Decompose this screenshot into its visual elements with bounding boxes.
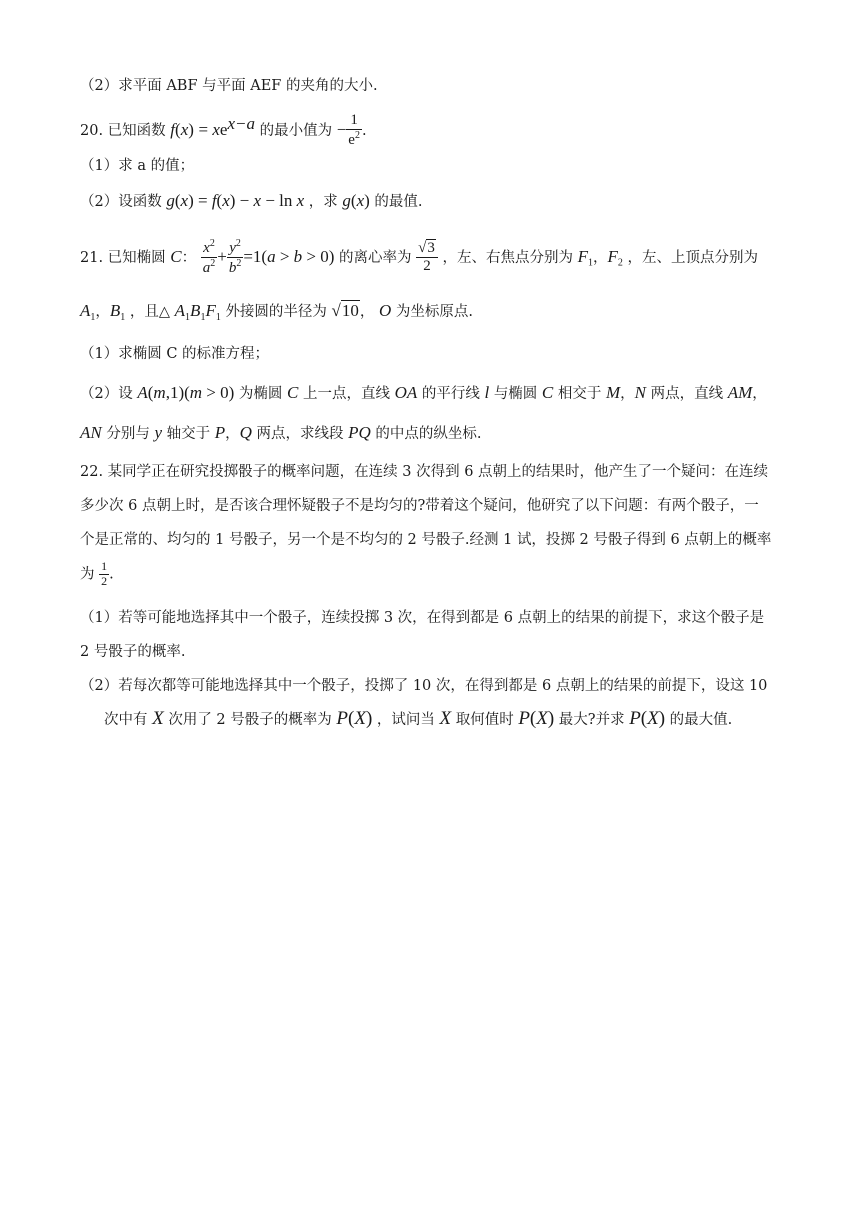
q22-line3: 个是正常的、均匀的 1 号骰子，另一个是不均匀的 2 号骰子.经测 1 试，投掷 2 号骰子得到 6 点朝上的概率 [80,532,772,548]
q20-stem: 20. 已知函数 $f(x) = xe^{x-a}$ 的最小值为 − $\frac{1}{e^2}$ . [80,112,367,149]
q20-part2: （2）设函数 g(x) = f(x) − x − ln x ，求 g(x) 的最值. [80,191,423,210]
q21-part2-line2: AN 分别与 y 轴交于 P，Q 两点，求线段 PQ 的中点的纵坐标. [80,423,482,442]
q19-part2: （2）求平面 ABF 与平面 AEF 的夹角的大小. [80,78,378,94]
q22-part1-line2: 2 号骰子的概率. [80,644,186,660]
q21-stem: 21. 已知椭圆 C： $\frac{x^2}{a^2}$ + $\frac{y^2}{b^2}$ =1(a > b > 0) 的离心率为 $\frac{√3}{2}$ ，左、右焦点分别为 $F_1$，$F_2$ ，左、上顶点分别为 [80,238,758,277]
q21-part1: （1）求椭圆 C 的标准方程； [80,346,270,362]
q22-line4: 为 $\frac{1}{2}$ . [80,559,114,588]
q22-part2-line2: 次中有 X 次用了 2 号骰子的概率为 P(X) ，试问当 X 取何值时 P(X) 最大?并求 P(X) 的最大值. [104,708,733,729]
q22-line1: 22. 某同学正在研究投掷骰子的概率问题，在连续 3 次得到 6 点朝上的结果时，他产生了一个疑问：在连续 [80,464,769,480]
q22-part1-line1: （1）若等可能地选择其中一个骰子，连续投掷 3 次，在得到都是 6 点朝上的结果的前提下，求这个骰子是 [80,610,765,626]
q21-part2: （2）设 A(m,1)(m > 0) 为椭圆 C 上一点，直线 OA 的平行线 l 与椭圆 C 相交于 M，N 两点，直线 AM， [80,383,767,402]
q21-stem-line2: $A_1$，$B_1$ ，且△ $A_1B_1F_1$ 外接圆的半径为 √10， O 为坐标原点. [80,301,473,323]
q22-line2: 多少次 6 点朝上时，是否该合理怀疑骰子不是均匀的?带着这个疑问，他研究了以下问题：有两个骰子，一 [80,498,759,514]
q20-part1: （1）求 a 的值； [80,158,195,174]
q22-part2-line1: （2）若每次都等可能地选择其中一个骰子，投掷了 10 次，在得到都是 6 点朝上的结果的前提下，设这 10 [80,678,768,694]
